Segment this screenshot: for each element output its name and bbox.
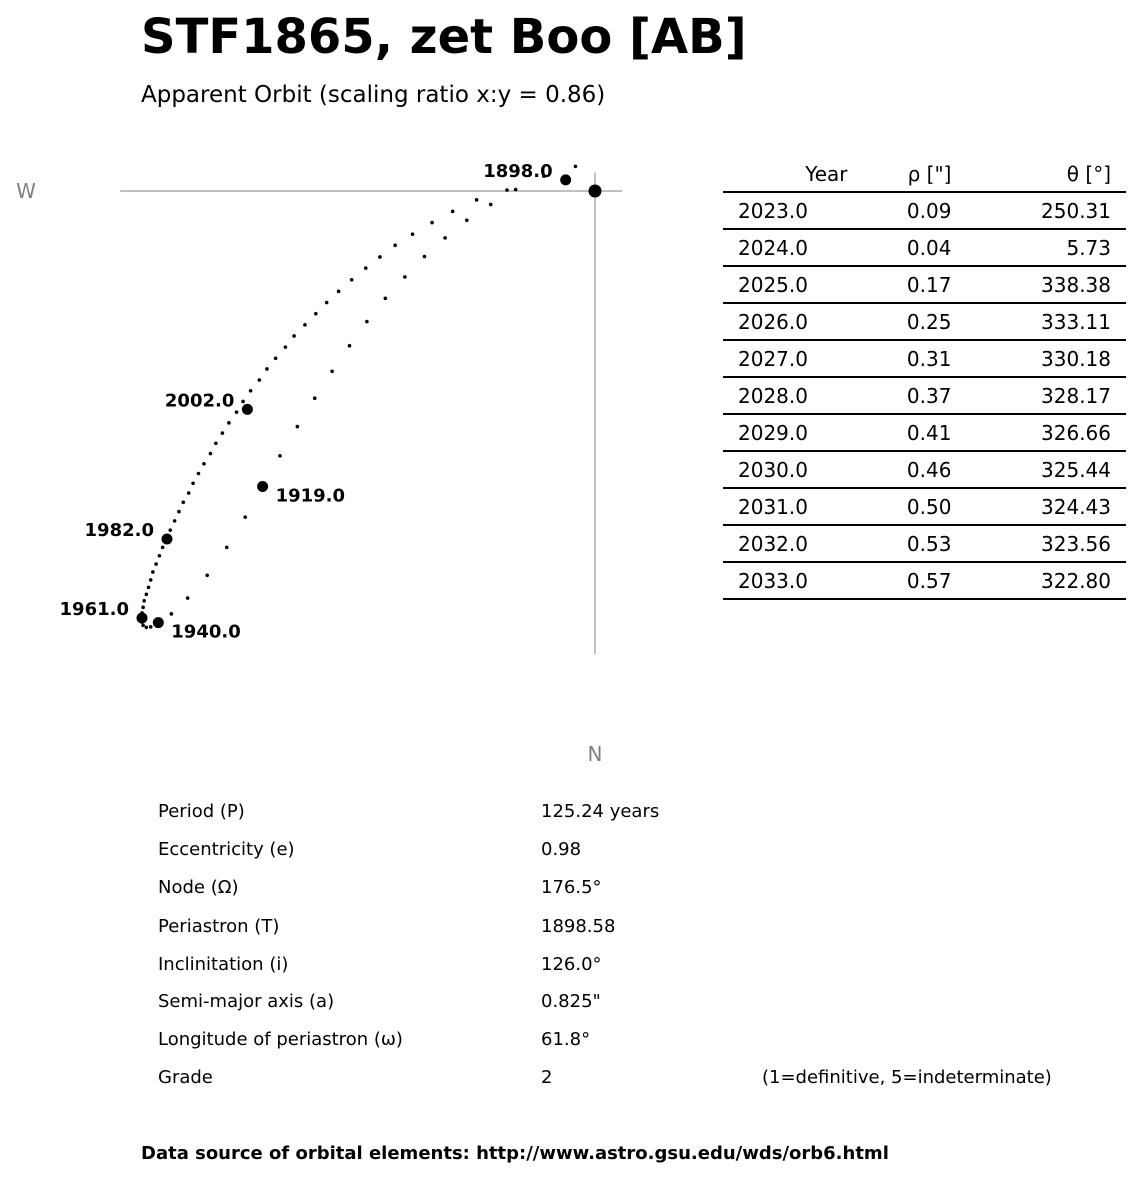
element-value: 0.825" xyxy=(541,991,601,1012)
orbit-point xyxy=(235,410,239,414)
table-cell-year: 2026.0 xyxy=(723,303,858,340)
orbit-point xyxy=(187,491,191,495)
table-row xyxy=(723,192,1126,229)
table-row xyxy=(723,377,1126,414)
element-row-grade xyxy=(0,1063,1141,1093)
orbit-point xyxy=(154,562,158,566)
column-header-theta: θ [°] xyxy=(991,157,1126,192)
orbit-point xyxy=(489,203,493,207)
element-label: Inclinitation (i) xyxy=(158,954,289,975)
orbit-point xyxy=(209,452,213,456)
orbit-point xyxy=(284,345,288,349)
table-row xyxy=(723,229,1126,266)
table-cell-rho: 0.04 xyxy=(858,229,992,266)
element-row-longitude-periastron xyxy=(0,1025,1141,1055)
orbit-point xyxy=(443,236,447,240)
epoch-marker xyxy=(257,481,268,492)
grade-note: (1=definitive, 5=indeterminate) xyxy=(762,1067,1052,1088)
orbit-point xyxy=(325,301,329,305)
epoch-label: 1919.0 xyxy=(275,485,346,507)
orbit-point xyxy=(145,593,149,597)
west-label: W xyxy=(16,179,36,203)
orbit-point xyxy=(225,546,229,550)
orbit-point xyxy=(451,210,455,214)
orbit-point xyxy=(149,578,153,582)
orbit-point xyxy=(181,501,185,505)
column-header-rho: ρ ["] xyxy=(858,157,992,192)
orbit-point xyxy=(411,232,415,236)
orbit-point xyxy=(186,596,190,600)
epoch-label: 1982.0 xyxy=(84,520,154,542)
table-row xyxy=(723,340,1126,377)
ephemeris-table xyxy=(723,157,1126,600)
data-source-footer: Data source of orbital elements: http://www.astro.gsu.edu/wds/orb6.html xyxy=(141,1143,889,1164)
epoch-marker xyxy=(153,617,164,628)
element-label: Period (P) xyxy=(158,801,245,822)
orbit-point xyxy=(384,297,388,301)
table-cell-theta: 328.17 xyxy=(991,377,1126,414)
orbit-point xyxy=(465,218,469,222)
orbit-point xyxy=(430,221,434,225)
element-row-period xyxy=(0,797,1141,827)
table-cell-rho: 0.25 xyxy=(858,303,992,340)
orbit-point xyxy=(173,519,177,523)
orbit-point xyxy=(296,425,300,429)
orbit-point xyxy=(145,625,149,629)
table-cell-year: 2033.0 xyxy=(723,562,858,599)
epoch-marker xyxy=(137,613,148,624)
epoch-label: 1961.0 xyxy=(59,599,129,620)
ephemeris-table-body xyxy=(723,192,1126,599)
table-cell-year: 2023.0 xyxy=(723,192,858,229)
element-label: Semi-major axis (a) xyxy=(158,991,335,1012)
orbit-point xyxy=(403,275,407,279)
orbit-point xyxy=(243,515,247,519)
orbit-point xyxy=(574,165,578,169)
element-value: 61.8° xyxy=(541,1029,591,1050)
orbit-point xyxy=(149,625,153,629)
element-label: Eccentricity (e) xyxy=(158,839,295,860)
orbit-point xyxy=(147,586,151,590)
table-cell-rho: 0.31 xyxy=(858,340,992,377)
orbit-point xyxy=(292,334,296,338)
orbit-point xyxy=(475,198,479,202)
table-row xyxy=(723,488,1126,525)
orbit-point xyxy=(151,570,155,574)
table-cell-theta: 324.43 xyxy=(991,488,1126,525)
table-cell-theta: 323.56 xyxy=(991,525,1126,562)
orbit-point xyxy=(191,481,195,485)
element-value: 176.5° xyxy=(541,877,602,898)
orbit-point xyxy=(168,528,172,532)
element-row-eccentricity xyxy=(0,835,1141,865)
table-cell-rho: 0.41 xyxy=(858,414,992,451)
epoch-label: 2002.0 xyxy=(164,390,235,412)
orbit-point xyxy=(278,454,282,458)
page-title: STF1865, zet Boo [AB] xyxy=(141,9,747,65)
table-cell-rho: 0.57 xyxy=(858,562,992,599)
table-cell-year: 2027.0 xyxy=(723,340,858,377)
orbit-point xyxy=(249,389,253,393)
orbit-point xyxy=(258,378,262,382)
table-cell-theta: 250.31 xyxy=(991,192,1126,229)
orbit-point xyxy=(158,554,162,558)
element-label: Longitude of periastron (ω) xyxy=(158,1029,403,1050)
north-label: N xyxy=(587,742,603,766)
table-cell-theta: 322.80 xyxy=(991,562,1126,599)
table-cell-theta: 338.38 xyxy=(991,266,1126,303)
orbit-point xyxy=(274,356,278,360)
table-cell-year: 2028.0 xyxy=(723,377,858,414)
epoch-label: 1940.0 xyxy=(171,621,241,643)
table-cell-year: 2031.0 xyxy=(723,488,858,525)
orbit-point xyxy=(227,421,231,425)
element-row-periastron xyxy=(0,912,1141,942)
element-value: 1898.58 xyxy=(541,916,616,937)
element-label: Grade xyxy=(158,1067,213,1088)
table-cell-theta: 5.73 xyxy=(991,229,1126,266)
orbit-point xyxy=(330,369,334,373)
element-label: Node (Ω) xyxy=(158,877,239,898)
axes xyxy=(120,172,622,654)
orbit-point xyxy=(221,431,225,435)
table-cell-theta: 330.18 xyxy=(991,340,1126,377)
epoch-label: 1898.0 xyxy=(483,160,553,182)
table-cell-year: 2024.0 xyxy=(723,229,858,266)
orbit-point xyxy=(303,323,307,327)
orbit-point xyxy=(177,510,181,514)
table-cell-year: 2025.0 xyxy=(723,266,858,303)
table-row xyxy=(723,414,1126,451)
orbit-point xyxy=(393,244,397,248)
primary-star-marker xyxy=(589,185,602,198)
table-row xyxy=(723,562,1126,599)
orbit-point xyxy=(241,400,245,404)
column-header-year: Year xyxy=(723,157,858,192)
table-cell-rho: 0.37 xyxy=(858,377,992,414)
orbit-point xyxy=(141,606,145,610)
element-value: 2 xyxy=(541,1067,553,1088)
orbit-point xyxy=(313,396,317,400)
orbit-point xyxy=(423,255,427,259)
table-row xyxy=(723,303,1126,340)
table-cell-rho: 0.17 xyxy=(858,266,992,303)
table-row xyxy=(723,525,1126,562)
orbit-point xyxy=(265,367,269,371)
orbit-point xyxy=(505,188,509,192)
table-cell-rho: 0.46 xyxy=(858,451,992,488)
table-cell-year: 2032.0 xyxy=(723,525,858,562)
epoch-marker xyxy=(560,174,571,185)
orbit-point xyxy=(214,441,218,445)
orbit-point xyxy=(197,472,201,476)
orbit-point xyxy=(314,312,318,316)
table-header-row xyxy=(723,157,1126,192)
orbit-point xyxy=(378,255,382,259)
element-label: Periastron (T) xyxy=(158,916,280,937)
table-cell-theta: 333.11 xyxy=(991,303,1126,340)
orbit-point xyxy=(364,266,368,270)
element-row-inclination xyxy=(0,950,1141,980)
element-row-node xyxy=(0,873,1141,903)
orbit-plot xyxy=(0,130,660,780)
element-value: 126.0° xyxy=(541,954,602,975)
table-cell-rho: 0.50 xyxy=(858,488,992,525)
table-cell-theta: 325.44 xyxy=(991,451,1126,488)
page-subtitle: Apparent Orbit (scaling ratio x:y = 0.86) xyxy=(141,82,606,108)
table-row xyxy=(723,266,1126,303)
orbit-point xyxy=(348,344,352,348)
table-row xyxy=(723,451,1126,488)
epoch-marker xyxy=(161,534,172,545)
orbit-point xyxy=(161,546,165,550)
epoch-marker xyxy=(242,404,253,415)
element-row-semimajor-axis xyxy=(0,987,1141,1017)
orbit-point xyxy=(141,624,145,628)
labeled-epochs xyxy=(60,161,572,643)
orbit-point xyxy=(514,188,518,192)
table-cell-theta: 326.66 xyxy=(991,414,1126,451)
table-cell-year: 2029.0 xyxy=(723,414,858,451)
element-value: 0.98 xyxy=(541,839,582,860)
orbit-point xyxy=(170,612,174,616)
element-value: 125.24 years xyxy=(541,801,660,822)
orbit-point xyxy=(142,599,146,603)
orbit-point xyxy=(202,462,206,466)
orbit-point xyxy=(337,290,341,294)
orbit-point xyxy=(350,278,354,282)
table-cell-rho: 0.53 xyxy=(858,525,992,562)
orbit-point xyxy=(365,320,369,324)
orbit-point xyxy=(205,573,209,577)
table-cell-rho: 0.09 xyxy=(858,192,992,229)
table-cell-year: 2030.0 xyxy=(723,451,858,488)
